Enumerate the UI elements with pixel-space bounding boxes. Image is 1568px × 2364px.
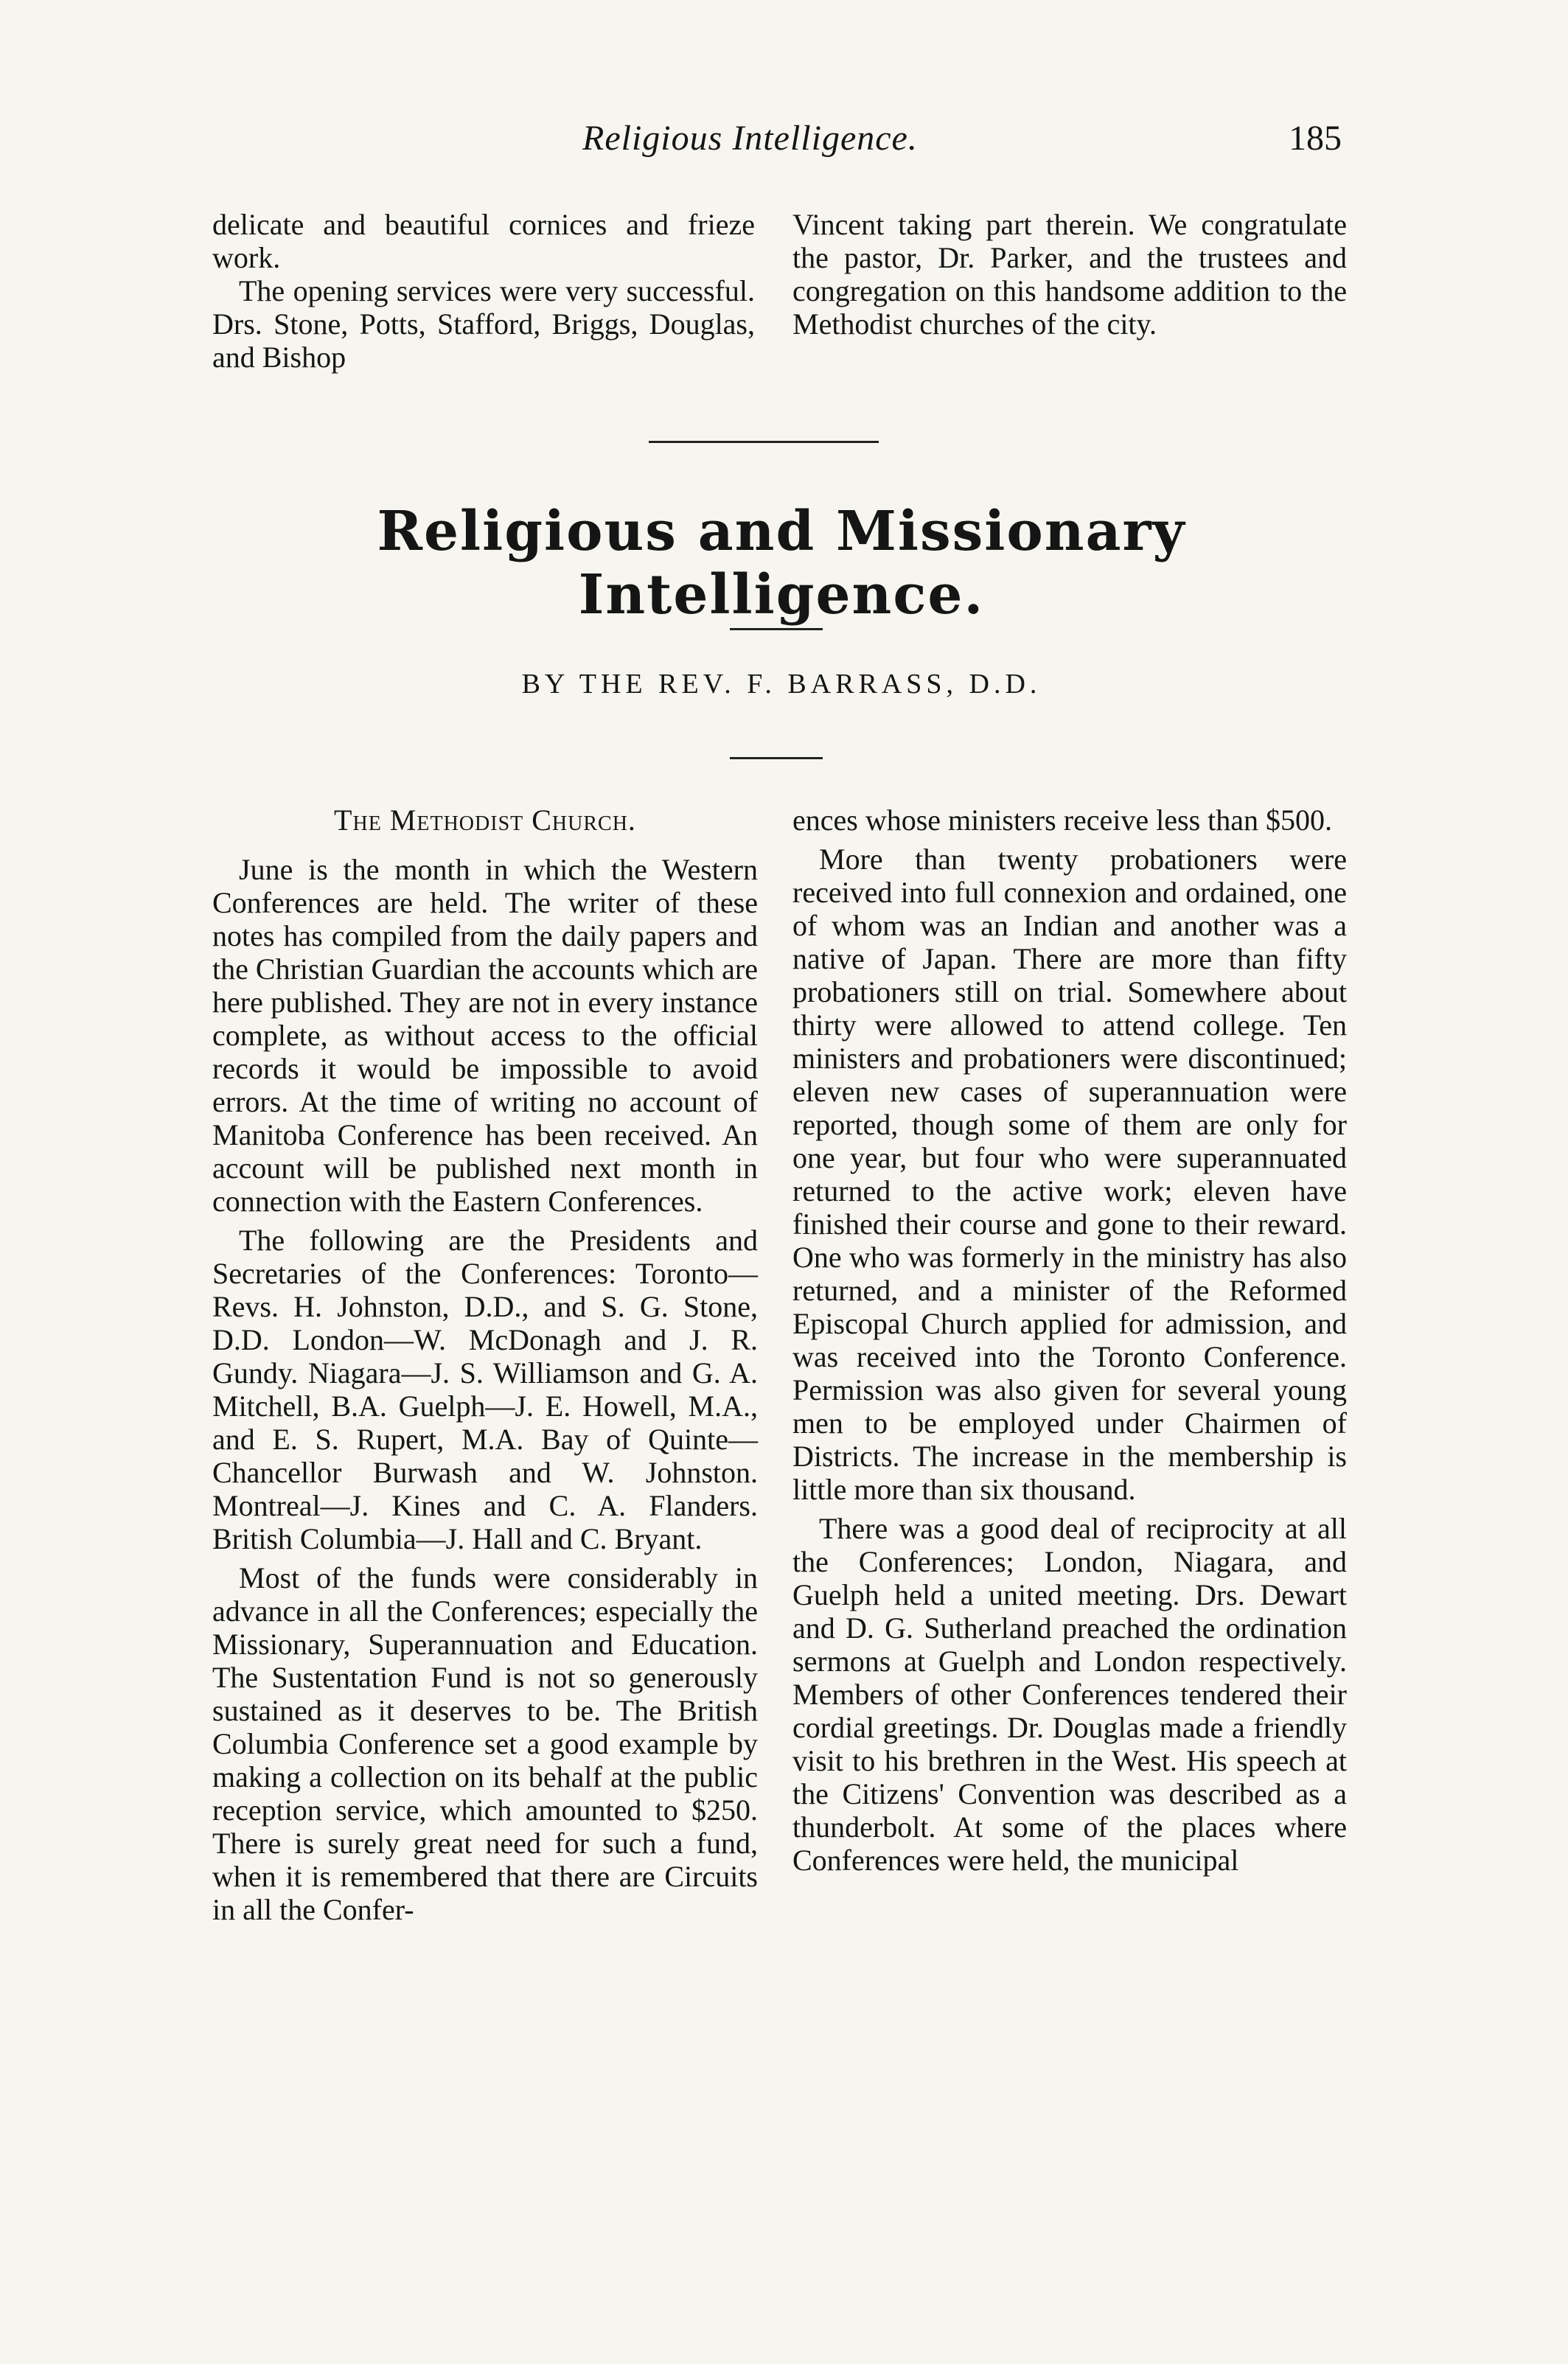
running-head [206, 118, 1342, 177]
top-left-column [212, 208, 755, 374]
section-title: Religious and Missionary Intelligence. [377, 500, 1186, 627]
paragraph: Vincent taking part therein. We congratulate the pastor, Dr. Parker, and the trustees and congregation on this handsome addition to the Methodist churches of the city. [792, 208, 1347, 341]
running-title: Religious Intelligence. [582, 119, 918, 158]
byline: BY THE REV. F. BARRASS, D.D. [521, 669, 1042, 700]
paragraph: More than twenty probationers were received into full connexion and ordained, one of whom was an Indian and another was a native of Japan. There are more than fifty probationers still on trial. Somewhere about thirty were allowed to attend college. Ten ministers and probationers were discontinued; eleven new cases of superannuation were reported, though some of them are only for one year, but four who were superannuated returned to the active work; eleven have finished their course and gone to their reward. One who was formerly in the ministry has also returned, and a minister of the Reformed Episcopal Church applied for admission, and was received into the Toronto Conference. Permission was also given for several young men to be employed under Chairmen of Districts. The increase in the membership is little more than six thousand. [792, 843, 1347, 1506]
paragraph: June is the month in which the Western Conferences are held. The writer of these notes has compiled from the daily papers and the Christian Guardian the accounts which are here published. They are not in every instance complete, as without access to the official records it would be impossible to avoid errors. At the time of writing no account of Manitoba Conference has been received. An account will be published next month in connection with the Eastern Conferences. [212, 853, 758, 1218]
left-column [212, 803, 758, 1926]
divider [730, 628, 823, 630]
paragraph: Most of the funds were considerably in advance in all the Conferences; especially the Missionary, Superannuation and Education. The Sustentation Fund is not so generously sustained as it deserves to be. The British Columbia Conference set a good example by making a collection on its behalf at the public reception service, which amounted to $250. There is surely great need for such a fund, when it is remembered that there are Circuits in all the Confer- [212, 1561, 758, 1926]
top-right-column [792, 208, 1347, 341]
paragraph: There was a good deal of reciprocity at all the Conferences; London, Niagara, and Guelph held a united meeting. Drs. Dewart and D. G. Sutherland preached the ordination sermons at Guelph and London respectively. Members of other Conferences tendered their cordial greetings. Dr. Douglas made a friendly visit to his brethren in the West. His speech at the Citizens' Convention was described as a thunderbolt. At some of the places where Conferences were held, the municipal [792, 1512, 1347, 1877]
paragraph: The opening services were very successful. Drs. Stone, Potts, Stafford, Briggs, Douglas, and Bishop [212, 274, 755, 374]
paragraph: ences whose ministers receive less than $500. [792, 803, 1333, 837]
page-number: 185 [1289, 119, 1342, 158]
divider [649, 441, 879, 443]
paragraph: The following are the Presidents and Secretaries of the Conferences: Toronto—Revs. H. Johnston, D.D., and S. G. Stone, D.D. London—W. McDonagh and J. R. Gundy. Niagara—J. S. Williamson and G. A. Mitchell, B.A. Guelph—J. E. Howell, M.A., and E. S. Rupert, M.A. Bay of Quinte—Chancellor Burwash and W. Johnston. Montreal—J. Kines and C. A. Flanders. British Columbia—J. Hall and C. Bryant. [212, 1224, 758, 1555]
column-heading: The Methodist Church. [334, 803, 636, 837]
divider [730, 757, 823, 759]
paragraph: delicate and beautiful cornices and frieze work. [212, 208, 755, 274]
right-column [792, 803, 1347, 1877]
